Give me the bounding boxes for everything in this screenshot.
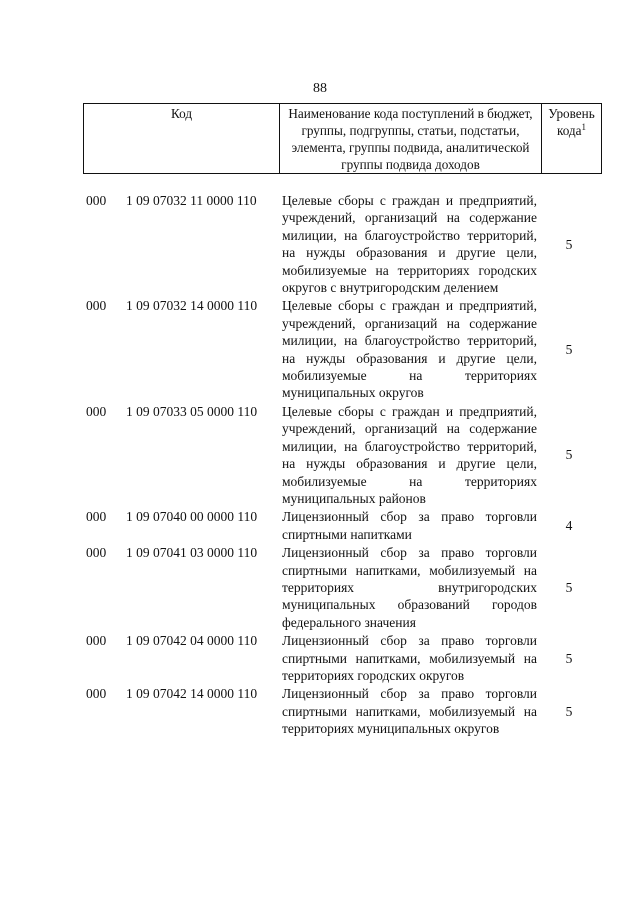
- row-prefix: 000: [86, 403, 107, 419]
- row-name: Целевые сборы с граждан и предприятий, учреждений, организаций на содержание милиции, на благоустройство территорий, на нужды образования и другие цели, мобилизуемые на территориях муниципальных районов: [282, 403, 537, 506]
- row-code: 1 09 07041 03 0000 110: [126, 545, 258, 561]
- row-prefix: 000: [86, 509, 107, 525]
- row-prefix: 000: [86, 633, 107, 649]
- row-name: Лицензионный сбор за право торговли спиртными напитками, мобилизуемый на территориях муниципальных округов: [282, 686, 537, 737]
- table-row: [86, 632, 601, 684]
- table-row: [86, 508, 601, 543]
- table-row: [86, 192, 601, 296]
- page-number: 88: [313, 81, 327, 96]
- row-name: Целевые сборы с граждан и предприятий, учреждений, организаций на содержание милиции, на благоустройство территорий, на нужды образования и другие цели, мобилизуемые на территориях городских округов с внутригородским делением: [282, 193, 537, 296]
- header-name: Наименование кода поступлений в бюджет, группы, подгруппы, статьи, подстатьи, элемента, группы подвида, аналитической группы подвида доходов: [280, 104, 542, 174]
- row-level: 5: [565, 236, 573, 252]
- row-name: Лицензионный сбор за право торговли спиртными напитками, мобилизуемый на территориях городских округов: [282, 633, 537, 683]
- row-level: 4: [565, 518, 573, 534]
- row-prefix: 000: [86, 193, 107, 208]
- row-code: 1 09 07042 04 0000 110: [126, 633, 258, 649]
- row-prefix: 000: [86, 298, 107, 314]
- row-name: Лицензионный сбор за право торговли спиртными напитками, мобилизуемый на территориях внутригородских муниципальных образований городов федерального значения: [282, 545, 537, 630]
- row-level: 5: [565, 650, 573, 666]
- row-code: 1 09 07040 00 0000 110: [126, 509, 258, 525]
- row-code: 1 09 07032 14 0000 110: [126, 298, 258, 314]
- row-code: 1 09 07032 11 0000 110: [126, 193, 257, 208]
- header-level-label: Уровень кода: [548, 106, 595, 138]
- row-code: 1 09 07042 14 0000 110: [126, 686, 258, 702]
- table-row: [86, 403, 601, 507]
- header-level: [542, 104, 602, 174]
- header-code: Код: [84, 104, 280, 174]
- row-level: 5: [565, 703, 573, 719]
- row-name: Лицензионный сбор за право торговли спиртными напитками: [282, 509, 537, 542]
- table-row: [86, 685, 601, 737]
- table-row: [86, 544, 601, 631]
- row-name: Целевые сборы с граждан и предприятий, учреждений, организаций на содержание милиции, на благоустройство территорий, на нужды образования и другие цели, мобилизуемые на территориях муниципальных округов: [282, 298, 537, 401]
- table-row: [86, 297, 601, 401]
- row-code: 1 09 07033 05 0000 110: [126, 403, 258, 419]
- row-level: 5: [565, 579, 573, 595]
- row-level: 5: [565, 447, 573, 463]
- row-level: 5: [565, 341, 573, 357]
- table-header: [83, 103, 602, 174]
- row-prefix: 000: [86, 686, 107, 702]
- header-level-footnote: 1: [581, 122, 586, 132]
- row-prefix: 000: [86, 545, 107, 561]
- table-body: [86, 192, 601, 739]
